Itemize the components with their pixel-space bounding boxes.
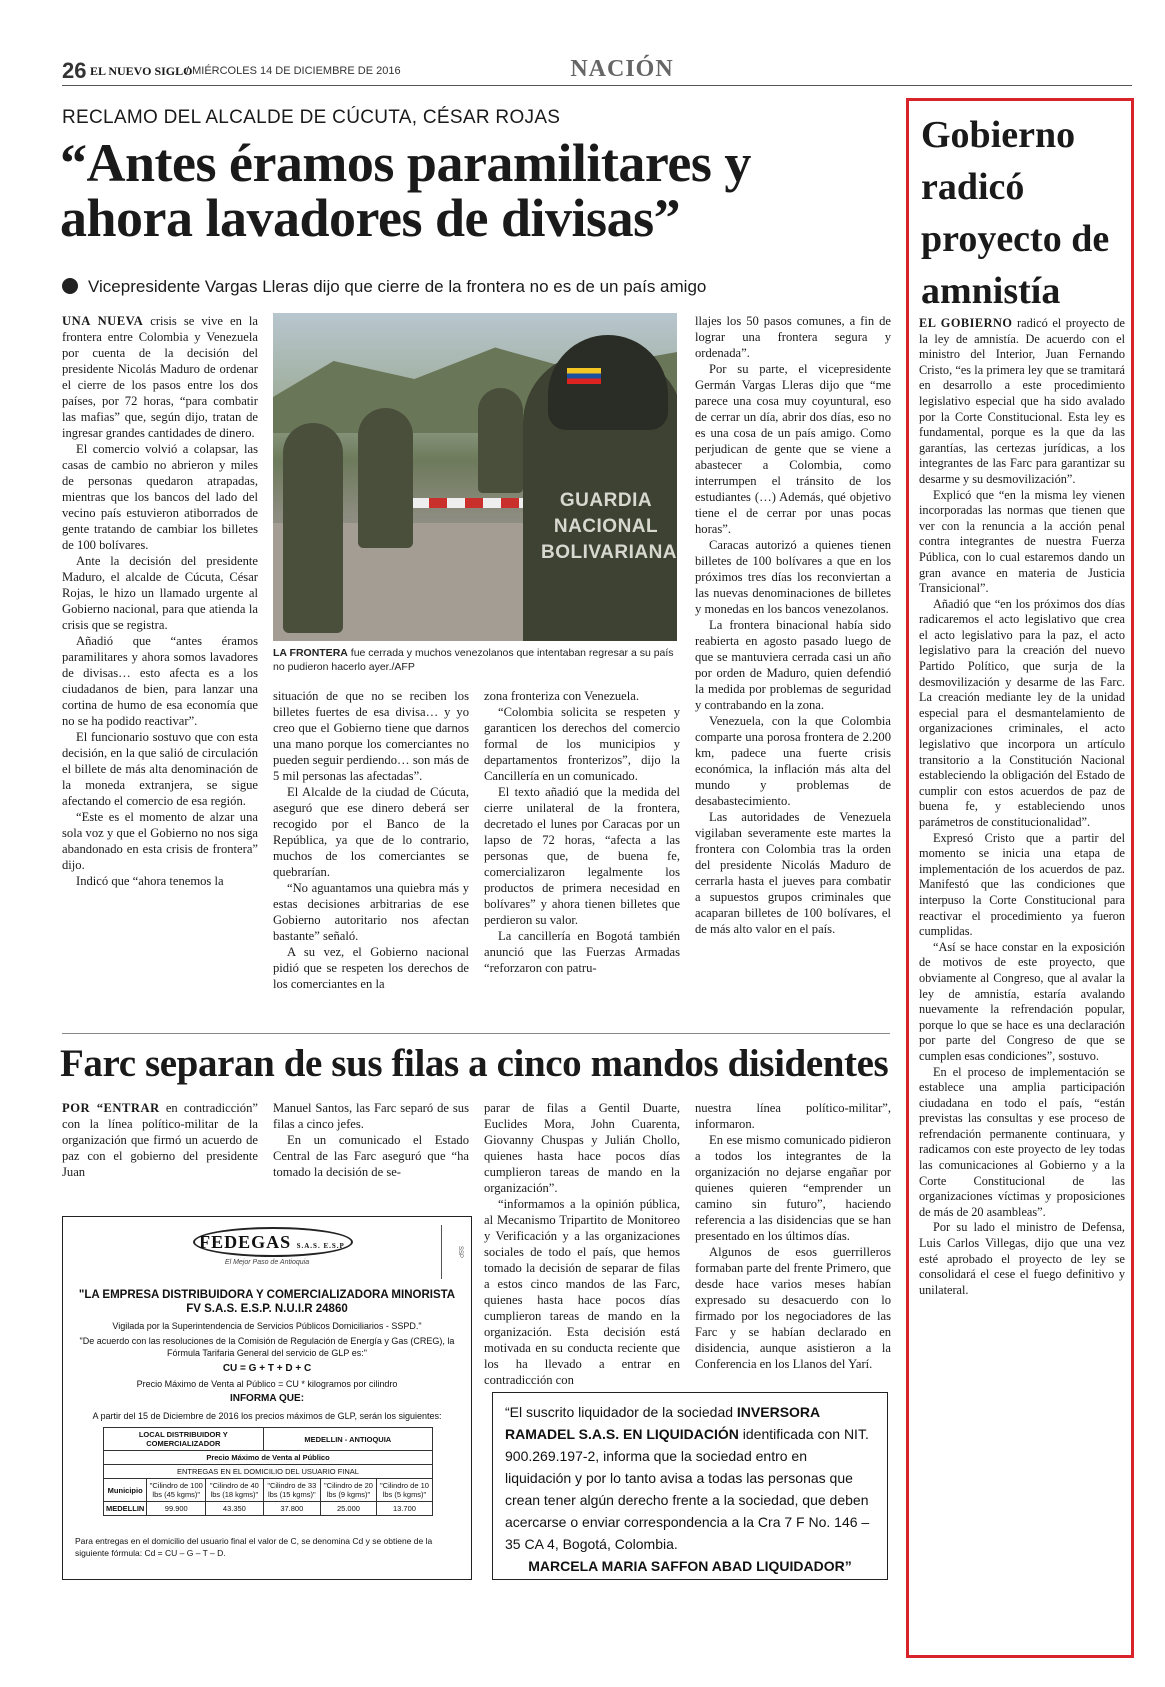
story1-deck-text: Vicepresidente Vargas Lleras dijo que cierre de la frontera no es de un país amigo bbox=[88, 277, 707, 296]
paragraph: zona fronteriza con Venezuela. bbox=[484, 689, 640, 703]
paragraph: El funcionario sostuvo que con esta decisión, en la que salió de circulación el billete de más alta denominación de la moneda extranjera, se sigue afectando el comercio de esa región. bbox=[62, 730, 258, 808]
ad-text: "De acuerdo con las resoluciones de la Comisión de Regulación de Energía y Gas (CREG), la Fórmula Tarifaria General del servicio de GLP es:" bbox=[79, 1336, 455, 1358]
paragraph: La cancillería en Bogotá también anunció que las Fuerzas Armadas “reforzaron con patru- bbox=[484, 929, 680, 975]
paragraph: Ante la decisión del presidente Maduro, el alcalde de Cúcuta, César Rojas, le hizo un llamado urgente al Gobierno nacional, para que atienda la crisis que se registra. bbox=[62, 554, 258, 632]
story2-column-2 bbox=[273, 1100, 469, 1180]
paragraph: En el proceso de implementación se establece una amplia participación ciudadana en todo el país, “están previstas las consultas y ese proceso de refrendación permanente continuara, y radicamos con este proyecto de ley todas las comunicaciones al Gobierno y a la Corte Constitucional de las organizaciones víctimas y proposiciones de más de 20 asambleas”. bbox=[919, 1064, 1125, 1219]
paragraph: Indicó que “ahora tenemos la bbox=[76, 874, 224, 888]
paragraph: A su vez, el Gobierno nacional pidió que se respeten los derechos de los comerciantes en la bbox=[273, 945, 469, 991]
table-row: MEDELLIN 99.900 43.350 37.800 25.000 13.700 bbox=[104, 1502, 433, 1516]
paragraph: Por su parte, el vicepresidente Germán Vargas Lleras dijo que “me parece una cosa muy coyuntural, eso de cerrar un día, abrir dos días, eso no es una cosa de un país amigo. Como perjudican de gente que se viene a abastecer a Colombia, como interrumpen el tránsito de los estudiantes (…) Además, qué objetivo tiene el de cerrar por unas pocas horas”. bbox=[695, 362, 891, 536]
paragraph: parar de filas a Gentil Duarte, Euclides Mora, John Cuarenta, Giovanny Chuspas y Julián Chollo, quienes hasta hace pocos días cumplieron tareas de mando en la organización”. bbox=[484, 1101, 680, 1195]
page-number: 26 bbox=[62, 58, 87, 83]
story1-column-3 bbox=[484, 688, 680, 976]
paragraph: “No aguantamos una quiebra más y estas decisiones arbitrarias de ese Gobierno autoritario nos afectan bastante” señaló. bbox=[273, 881, 469, 943]
fedegas-logo: FEDEGAS S.A.S. E.S.P. bbox=[193, 1227, 353, 1257]
story1-column-4 bbox=[695, 313, 891, 937]
ad-title: "LA EMPRESA DISTRIBUIDORA Y COMERCIALIZADORA MINORISTA bbox=[78, 1289, 456, 1301]
liquidation-notice: “El suscrito liquidador de la sociedad INVERSORA RAMADEL S.A.S. EN LIQUIDACIÓN identificada con NIT. 900.269.197-2, informa que la sociedad entro en liquidación y por lo tanto avisa a todas las personas que crean tener algún derecho frente a la sociedad, que deben acercarse o enviar correspondencia a la Cra 7 F No. 146 – 35 CA 4, Bogotá, Colombia. MARCELA MARIA SAFFON ABAD LIQUIDADOR” bbox=[492, 1392, 888, 1580]
paragraph: El texto añadió que la medida del cierre unilateral de la frontera, decretado el lunes por Caracas por un lapso de 72 horas, “afecta a las personas que, de buena fe, comercializaron legalmente los productos de primera necesidad en bolívares” y ahora tienen billetes que perdieron su valor. bbox=[484, 785, 680, 927]
lead-in: UNA NUEVA bbox=[62, 314, 144, 328]
story2-headline: Farc separan de sus filas a cinco mandos disidentes bbox=[60, 1042, 889, 1085]
section-title: NACIÓN bbox=[570, 56, 674, 82]
news-photo bbox=[273, 313, 677, 641]
vest-lettering: GUARDIA NACIONAL BOLIVARIANA bbox=[541, 490, 677, 563]
ad-text: Vigilada por la Superintendencia de Servicios Públicos Domiciliarios - SSPD." bbox=[112, 1321, 422, 1331]
paragraph: Explicó que “en la misma ley vienen incorporadas las normas que tienen que ver con la renuncia a la acción penal contra integrantes de nuestra Fuerza Pública, con lo cual estaremos dando un gran avance en materia de Justicia Transicional”. bbox=[919, 487, 1125, 596]
paragraph: Añadió que “antes éramos paramilitares y ahora somos lavadores de divisas… esto afecta es a los ciudadanos de bien, para lanzar una cortina de humo de esa economía que no se ha podido reactivar”. bbox=[62, 634, 258, 728]
photo-caption: LA FRONTERA fue cerrada y muchos venezolanos que intentaban regresar a su país no pudieron hacerlo ayer./AFP bbox=[273, 647, 674, 673]
lead-in: POR “ENTRAR bbox=[62, 1101, 160, 1115]
story1-kicker: RECLAMO DEL ALCALDE DE CÚCUTA, CÉSAR ROJAS bbox=[62, 107, 561, 128]
sidebar-headline: Gobierno radicó proyecto de amnistía bbox=[921, 114, 1110, 312]
ssp-stamp: SSP bbox=[441, 1225, 463, 1279]
paragraph: En ese mismo comunicado pidieron a todos los integrantes de la organización no dejarse engañar por quienes quieren “emprender un camino sin futuro”, haciendo referencia a las disidencias que se han presentado en los últimos días. bbox=[695, 1133, 891, 1243]
notice-signature: MARCELA MARIA SAFFON ABAD LIQUIDADOR” bbox=[528, 1558, 852, 1574]
story-divider bbox=[62, 1033, 890, 1034]
story1-column-2 bbox=[273, 688, 469, 992]
newspaper-name: EL NUEVO SIGLO bbox=[90, 64, 193, 78]
story2-column-3 bbox=[484, 1100, 680, 1388]
ad-footnote: Para entregas en el domicilio del usuario final el valor de C, se denomina Cd y se obtiene de la siguiente fórmula: Cd = CU – G – T – D. bbox=[75, 1536, 433, 1558]
paragraph: situación de que no se reciben los billetes fuertes de esa divisa… y yo creo que el Gobierno tiene que darnos una mano porque los comerciantes no pueden seguir perdiendo… son más de 5 mil personas las afectadas”. bbox=[273, 689, 469, 783]
paragraph: El Alcalde de la ciudad de Cúcuta, aseguró que ese dinero deberá ser recogido por el Banco de la República, ya que de lo contrario, muchos de los comerciantes se quebrarían. bbox=[273, 785, 469, 879]
paragraph: EL GOBIERNO radicó el proyecto de la ley de amnistía. De acuerdo con el ministro del Interior, Juan Fernando Cristo, “es la primera ley que se tramitará en desarrollo a este procedimiento legislativo especial que ha sido avalado por la Corte Constitucional. Esta ley es fundamental, porque es la que da las garantías, las certezas jurídicas, a los integrantes de las Farc para garantizar su desarme y su desmovilización”. bbox=[919, 316, 1125, 486]
sidebar-body bbox=[919, 316, 1125, 1298]
tariff-formula: CU = G + T + D + C bbox=[222, 1363, 312, 1374]
story2-column-4 bbox=[695, 1100, 891, 1372]
paragraph: UNA NUEVA crisis se vive en la frontera entre Colombia y Venezuela por cuenta de la decisión del presidente Nicolás Maduro de ordenar el cierre de los pasos entre los dos países, por 72 horas, “para combatir las mafias” que, según dijo, tratan de ingresar grandes cantidades de dinero. bbox=[62, 314, 258, 440]
paragraph: Por su lado el ministro de Defensa, Luis Carlos Villegas, dijo que una vez esté aprobado el proyecto de ley se consolidará el cese el fuego definitivo y unilateral. bbox=[919, 1220, 1125, 1297]
paragraph: “Este es el momento de alzar una sola voz y que el Gobierno no nos siga abandonado en esta crisis de frontera” dijo. bbox=[62, 810, 258, 872]
logo-tagline: El Mejor Paso de Antioquia bbox=[224, 1259, 310, 1266]
page-header bbox=[62, 56, 1132, 86]
paragraph: Añadió que “en los próximos dos días radicaremos el acto legislativo que crea el acto legislativo para la paz, el acto legislativo para la creación del nuevo Partido Político, que surja de la desmovilización y desarme de las Farc. La creación mediante ley de la unidad especial para el desmantelamiento de organizaciones criminales, el acto legislativo que incorpora un artículo transitorio a la Constitución Nacional estableciendo la obligación del Estado de cumplir con estos acuerdos de paz de buena fe, y estableciendo unos parámetros de constitucionalidad”. bbox=[919, 596, 1125, 829]
issue-date: / MIÉRCOLES 14 DE DICIEMBRE DE 2016 bbox=[186, 65, 401, 77]
sidebar-story bbox=[906, 98, 1134, 1658]
paragraph: Venezuela, con la que Colombia comparte una porosa frontera de 2.200 km, padece una fuerte crisis económica, la inflación más alta del mundo y problemas de desabastecimiento. bbox=[695, 714, 891, 808]
story2-column-1 bbox=[62, 1100, 258, 1180]
paragraph: Caracas autorizó a quienes tienen billetes de 100 bolívares a que en los próximos tres días los reconviertan a las nuevas denominaciones de billetes y monedas en los bancos venezolanos. bbox=[695, 538, 891, 616]
bullet-icon bbox=[62, 278, 78, 294]
ad-text: Precio Máximo de Venta al Público = CU * kilogramos por cilindro bbox=[136, 1379, 398, 1389]
ad-informa: INFORMA QUE: bbox=[229, 1393, 305, 1404]
paragraph: llajes los 50 pasos comunes, a fin de lograr una frontera segura y ordenada”. bbox=[695, 314, 891, 360]
paragraph: “informamos a la opinión pública, al Mecanismo Tripartito de Monitoreo y Verificación y a las organizaciones sociales de todo el país, que hemos tomado la decisión de separar de filas a estos cinco mandos de las Farc, quienes hasta hace pocos días cumplieron tareas de mando en la organización. Esta decisión está motivada en su conducta reciente que los ha llevado a entrar en contradicción con bbox=[484, 1197, 680, 1387]
paragraph: La frontera binacional había sido reabierta en agosto pasado luego de que se mantuviera cerrada casi un año por orden de Maduro, quien defendió la medida por problemas de seguridad y contrabando en la zona. bbox=[695, 618, 891, 712]
fedegas-advertisement bbox=[62, 1216, 472, 1580]
story1-headline: “Antes éramos paramilitares y ahora lavadores de divisas” bbox=[60, 133, 751, 248]
ad-subtitle: FV S.A.S. E.S.P. N.U.I.R 24860 bbox=[186, 1303, 348, 1315]
price-table: LOCAL DISTRIBUIDOR Y COMERCIALIZADOR MEDELLIN - ANTIOQUIA Precio Máximo de Venta al Público ENTREGAS EN EL DOMICILIO DEL USUARIO FINAL Municipio "Cilindro de 100 lbs (45 kgms)" "Cilindro de 40 lbs (18 kgms)" "Cilindro de 33 lbs (15 kgms)" "Cilindro de 20 lbs (9 kgms)" "Cilindro de 10 lbs (5 kgms)" MEDELLIN 99.900 43.350 37.800 25.000 13.700 bbox=[103, 1427, 433, 1516]
paragraph: En un comunicado el Estado Central de las Farc aseguró que “ha tomado la decisión de se- bbox=[273, 1133, 469, 1179]
paragraph: Manuel Santos, las Farc separó de sus filas a cinco jefes. bbox=[273, 1101, 469, 1131]
paragraph: Expresó Cristo que a partir del momento se inicia una etapa de implementación de los acuerdos de paz. Manifestó que las condiciones que interpuso la Corte Constitucional para reactivar el procedimiento ya fueron cumplidas. bbox=[919, 830, 1125, 939]
paragraph: “Así se hace constar en la exposición de motivos de este proyecto, que obviamente al Congreso, que al avalar la ley de amnistía, estaría avalando nuevamente la refrendación popular, porque lo que se hace es una declaración por parte del Congreso de que se cumplen esas condiciones”, sostuvo. bbox=[919, 939, 1125, 1063]
paragraph: POR “ENTRAR en contradicción” con la línea político-militar de la organización que firmó un acuerdo de paz con el gobierno del presidente Juan bbox=[62, 1101, 258, 1179]
paragraph: “Colombia solicita se respeten y garanticen los derechos del comercio formal de los municipios y departamentos fronterizos”, dijo la Cancillería en un comunicado. bbox=[484, 705, 680, 783]
ad-text: A partir del 15 de Diciembre de 2016 los precios máximos de GLP, serán los siguientes: bbox=[92, 1411, 442, 1421]
flag-patch-icon bbox=[567, 368, 601, 384]
paragraph: nuestra línea político-militar”, informaron. bbox=[695, 1101, 891, 1131]
lead-in: EL GOBIERNO bbox=[919, 316, 1013, 330]
paragraph: El comercio volvió a colapsar, las casas de cambio no abrieron y miles de personas quedaron atrapadas, mientras que los bancos del lado del vecino país estuvieron atiborrados de gente tratando de cambiar los billetes de 100 bolívares. bbox=[62, 442, 258, 552]
paragraph: Algunos de esos guerrilleros formaban parte del frente Primero, que desde hace varios meses habían expresado su desacuerdo con lo firmado por los negociadores de las Farc y se habían declarado en disidencia, aunque asistieron a la Conferencia en los Llanos del Yarí. bbox=[695, 1245, 891, 1371]
story1-column-1 bbox=[62, 313, 258, 889]
paragraph: Las autoridades de Venezuela vigilaban severamente este martes la frontera con Colombia tras la orden del presidente Nicolás Maduro de cerrarla hasta el jueves para combatir a supuestos grupos criminales que acaparan billetes de 100 bolívares, el de más alto valor en el país. bbox=[695, 810, 891, 936]
story1-deck bbox=[62, 277, 706, 297]
